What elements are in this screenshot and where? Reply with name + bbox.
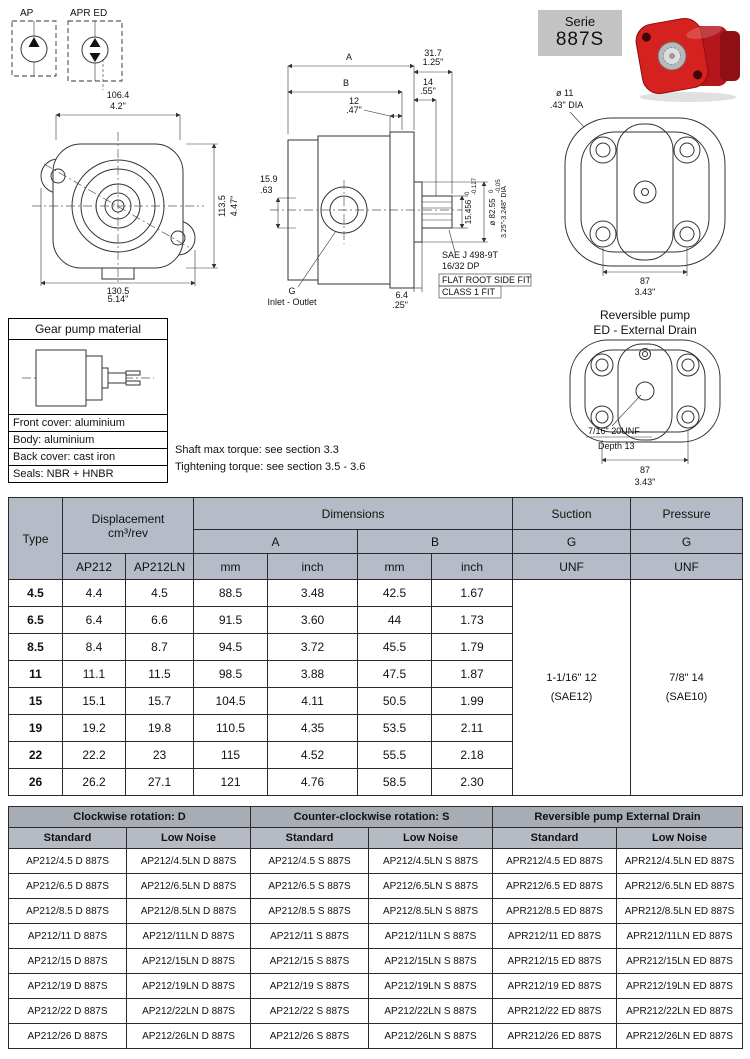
- part-number-cell: AP212/22LN D 887S: [127, 999, 251, 1024]
- part-number-cell: APR212/22LN ED 887S: [617, 999, 743, 1024]
- dim-value-cell: 4.52: [268, 742, 358, 769]
- part-number-cell: APR212/15 ED 887S: [493, 949, 617, 974]
- dim-label: 4.2": [110, 101, 126, 111]
- part-number-cell: APR212/6.5 ED 887S: [493, 874, 617, 899]
- dim-label: .63: [260, 185, 273, 195]
- part-table-row: [9, 924, 743, 949]
- dim-type-cell: 26: [9, 769, 63, 796]
- serie-label: Serie: [564, 14, 596, 29]
- a-inch-header: inch: [268, 554, 358, 580]
- col-header-ap212: AP212: [63, 554, 126, 580]
- dim-label: 12: [348, 96, 360, 106]
- dim-label: 5.14": [107, 294, 129, 303]
- material-row: Body: aluminium: [9, 431, 167, 448]
- part-number-cell: AP212/6.5LN S 887S: [369, 874, 493, 899]
- b-inch-header: inch: [432, 554, 513, 580]
- part-group-header-row: [9, 807, 743, 828]
- part-number-cell: APR212/19 ED 887S: [493, 974, 617, 999]
- dim-label: 3.43": [634, 477, 656, 487]
- part-number-cell: APR212/26 ED 887S: [493, 1024, 617, 1049]
- part-number-cell: APR212/19LN ED 887S: [617, 974, 743, 999]
- dim-value-cell: 44: [358, 607, 432, 634]
- pilot-ring: [414, 182, 422, 242]
- pressure-unf-header: UNF: [631, 554, 743, 580]
- part-number-cell: AP212/8.5LN S 887S: [369, 899, 493, 924]
- dim-value-cell: 2.11: [432, 715, 513, 742]
- part-table-row: [9, 949, 743, 974]
- dim-label: 87: [639, 276, 651, 286]
- port-label: G: [288, 286, 296, 296]
- apr-symbol-label: APR ED: [70, 8, 108, 19]
- part-table-row: [9, 899, 743, 924]
- part-number-cell: AP212/22LN S 887S: [369, 999, 493, 1024]
- rear-flange-outline: [565, 118, 725, 266]
- part-number-cell: AP212/15 D 887S: [9, 949, 127, 974]
- dim-value-cell: 15.1: [63, 688, 126, 715]
- part-table-row: [9, 874, 743, 899]
- dim-header-row-3: [9, 554, 743, 580]
- dimension-table: [8, 497, 743, 796]
- dim-value-cell: 11.5: [126, 661, 194, 688]
- part-number-cell: AP212/4.5LN S 887S: [369, 849, 493, 874]
- part-number-cell: AP212/19LN D 887S: [127, 974, 251, 999]
- suction-value-cell: 1-1/16" 12 (SAE12): [513, 580, 631, 796]
- part-number-cell: AP212/4.5LN D 887S: [127, 849, 251, 874]
- col-header-a: A: [194, 530, 358, 554]
- dim-value-cell: 115: [194, 742, 268, 769]
- dim-label: .55": [420, 86, 436, 96]
- dim-label: 113.5: [217, 195, 227, 217]
- dim-value-cell: 8.4: [63, 634, 126, 661]
- group-header-reversible: Reversible pump External Drain: [493, 807, 743, 828]
- dim-value-cell: 1.99: [432, 688, 513, 715]
- part-number-cell: AP212/8.5 S 887S: [251, 899, 369, 924]
- pilot-dim-label: [488, 179, 502, 226]
- part-number-cell: AP212/11 S 887S: [251, 924, 369, 949]
- dim-label: 130.5: [106, 286, 130, 296]
- dim-table-body: [9, 580, 743, 796]
- dim-value-cell: 45.5: [358, 634, 432, 661]
- dim-value-cell: 55.5: [358, 742, 432, 769]
- dim-value-cell: 4.35: [268, 715, 358, 742]
- col-header-ap212ln: AP212LN: [126, 554, 194, 580]
- dim-label: 14: [422, 77, 434, 87]
- part-number-cell: AP212/26LN S 887S: [369, 1024, 493, 1049]
- part-number-cell: APR212/11 ED 887S: [493, 924, 617, 949]
- part-number-cell: AP212/26 D 887S: [9, 1024, 127, 1049]
- dim-value-cell: 91.5: [194, 607, 268, 634]
- material-pump-drawing: [9, 340, 167, 414]
- dim-type-cell: 6.5: [9, 607, 63, 634]
- dim-value-cell: 4.76: [268, 769, 358, 796]
- col-header-displacement: [63, 498, 194, 554]
- dim-value-cell: 6.4: [63, 607, 126, 634]
- part-number-cell: AP212/6.5 S 887S: [251, 874, 369, 899]
- sae-note: SAE J 498-9T: [442, 250, 499, 260]
- shaft: [108, 373, 126, 383]
- svg-text:-0.127: -0.127: [472, 177, 478, 195]
- dim-label: 6.4: [395, 290, 408, 300]
- hydraulic-symbols: [8, 6, 138, 94]
- dim-value-cell: 88.5: [194, 580, 268, 607]
- dim-label: 31.7: [424, 48, 442, 58]
- col-header-pressure: Pressure: [631, 498, 743, 530]
- part-number-cell: APR212/26LN ED 887S: [617, 1024, 743, 1049]
- reversible-title-line1: Reversible pump: [599, 308, 691, 322]
- part-number-table: [8, 806, 743, 1049]
- dim-label: .43" DIA: [550, 100, 584, 110]
- sub-header-standard: Standard: [493, 828, 617, 849]
- col-header-suction: Suction: [513, 498, 631, 530]
- pressure-g-header: G: [631, 530, 743, 554]
- rear-view-drawing: [540, 82, 750, 298]
- part-number-cell: AP212/26LN D 887S: [127, 1024, 251, 1049]
- dim-value-cell: 4.4: [63, 580, 126, 607]
- dim-type-cell: 22: [9, 742, 63, 769]
- dim-value-cell: 6.6: [126, 607, 194, 634]
- dim-value-cell: 58.5: [358, 769, 432, 796]
- dim-value-cell: 104.5: [194, 688, 268, 715]
- dim-label: 3.43": [634, 287, 656, 297]
- part-number-cell: APR212/15LN ED 887S: [617, 949, 743, 974]
- part-number-cell: AP212/15 S 887S: [251, 949, 369, 974]
- part-number-cell: AP212/6.5LN D 887S: [127, 874, 251, 899]
- drain-depth-label: Depth 13: [598, 441, 635, 451]
- part-table-row: [9, 974, 743, 999]
- dim-value-cell: 53.5: [358, 715, 432, 742]
- part-number-cell: AP212/22 D 887S: [9, 999, 127, 1024]
- dim-value-cell: 1.87: [432, 661, 513, 688]
- svg-text:ø 82.55: ø 82.55: [488, 198, 497, 226]
- part-number-cell: APR212/22 ED 887S: [493, 999, 617, 1024]
- sae-note: CLASS 1 FIT: [442, 287, 496, 297]
- part-number-cell: AP212/22 S 887S: [251, 999, 369, 1024]
- dim-value-cell: 2.30: [432, 769, 513, 796]
- dim-value-cell: 121: [194, 769, 268, 796]
- drain-thread-label: 7/16" 20UNF: [588, 426, 640, 436]
- part-number-cell: AP212/11LN S 887S: [369, 924, 493, 949]
- shaft-dim-label: [464, 177, 478, 224]
- dim-label: A: [345, 52, 353, 62]
- dim-value-cell: 47.5: [358, 661, 432, 688]
- svg-text:-0.05: -0.05: [496, 179, 502, 193]
- col-header-dimensions: Dimensions: [194, 498, 513, 530]
- part-number-cell: AP212/19 D 887S: [9, 974, 127, 999]
- pilot-dim-inch-label: [501, 186, 508, 238]
- material-box: [8, 318, 168, 483]
- part-number-cell: APR212/4.5LN ED 887S: [617, 849, 743, 874]
- svg-text:3.25"-3.248" DIA: 3.25"-3.248" DIA: [501, 185, 508, 239]
- dim-label: 4.47": [229, 195, 239, 217]
- dim-value-cell: 94.5: [194, 634, 268, 661]
- dim-label: 15.9: [260, 174, 278, 184]
- dim-label: .47": [346, 105, 362, 115]
- dim-label: 106.4: [106, 90, 130, 100]
- dim-value-cell: 3.48: [268, 580, 358, 607]
- part-number-cell: AP212/15LN S 887S: [369, 949, 493, 974]
- dim-value-cell: 3.60: [268, 607, 358, 634]
- dim-value-cell: 110.5: [194, 715, 268, 742]
- dim-value-cell: 4.5: [126, 580, 194, 607]
- dim-label: B: [342, 78, 350, 88]
- sae-note: 16/32 DP: [442, 261, 480, 271]
- material-row: Seals: NBR + HNBR: [9, 465, 167, 482]
- dim-type-cell: 15: [9, 688, 63, 715]
- part-number-cell: AP212/8.5 D 887S: [9, 899, 127, 924]
- dim-value-cell: 1.79: [432, 634, 513, 661]
- sub-header-standard: Standard: [9, 828, 127, 849]
- dim-value-cell: 1.67: [432, 580, 513, 607]
- dim-value-cell: 26.2: [63, 769, 126, 796]
- part-number-cell: AP212/6.5 D 887S: [9, 874, 127, 899]
- svg-text:15.456: 15.456: [464, 199, 473, 225]
- material-pump-side-view: [18, 342, 158, 412]
- part-number-cell: AP212/15LN D 887S: [127, 949, 251, 974]
- dim-label: 87: [639, 465, 651, 475]
- sub-header-low-noise: Low Noise: [369, 828, 493, 849]
- dim-value-cell: 98.5: [194, 661, 268, 688]
- part-table-row: [9, 1024, 743, 1049]
- part-number-cell: APR212/8.5 ED 887S: [493, 899, 617, 924]
- svg-text:0: 0: [489, 189, 495, 193]
- torque-notes: [175, 442, 365, 476]
- sub-header-low-noise: Low Noise: [617, 828, 743, 849]
- dim-type-cell: 19: [9, 715, 63, 742]
- displacement-label: Displacement: [91, 511, 165, 526]
- part-table-body: [9, 849, 743, 1049]
- dim-label: ø 11: [556, 88, 574, 98]
- dim-value-cell: 4.11: [268, 688, 358, 715]
- group-header-clockwise: Clockwise rotation: D: [9, 807, 251, 828]
- dim-type-cell: 4.5: [9, 580, 63, 607]
- side-view-drawing: [256, 44, 556, 309]
- dim-value-cell: 22.2: [63, 742, 126, 769]
- part-number-cell: AP212/11LN D 887S: [127, 924, 251, 949]
- part-sub-header-row: [9, 828, 743, 849]
- splined-shaft: [422, 196, 452, 228]
- dim-value-cell: 11.1: [63, 661, 126, 688]
- material-row: Back cover: cast iron: [9, 448, 167, 465]
- pressure-value-cell: 7/8" 14 (SAE10): [631, 580, 743, 796]
- suction-g-header: G: [513, 530, 631, 554]
- dim-value-cell: 19.8: [126, 715, 194, 742]
- svg-text:0: 0: [465, 191, 471, 195]
- ap-symbol-label: AP: [20, 8, 34, 19]
- part-number-cell: APR212/4.5 ED 887S: [493, 849, 617, 874]
- shaft-torque-note: Shaft max torque: see section 3.3: [175, 444, 339, 456]
- dim-type-cell: 8.5: [9, 634, 63, 661]
- b-mm-header: mm: [358, 554, 432, 580]
- part-table-row: [9, 999, 743, 1024]
- dim-value-cell: 27.1: [126, 769, 194, 796]
- part-number-cell: APR212/8.5LN ED 887S: [617, 899, 743, 924]
- material-row: Front cover: aluminium: [9, 414, 167, 431]
- part-number-cell: AP212/26 S 887S: [251, 1024, 369, 1049]
- sub-header-low-noise: Low Noise: [127, 828, 251, 849]
- part-number-cell: AP212/4.5 D 887S: [9, 849, 127, 874]
- dim-value-cell: 8.7: [126, 634, 194, 661]
- reversible-view-drawing: [540, 338, 750, 488]
- dim-value-cell: 3.72: [268, 634, 358, 661]
- dim-value-cell: 50.5: [358, 688, 432, 715]
- sae-note: FLAT ROOT SIDE FIT: [442, 275, 532, 285]
- suction-unf-header: UNF: [513, 554, 631, 580]
- dim-value-cell: 23: [126, 742, 194, 769]
- tightening-torque-note: Tightening torque: see section 3.5 - 3.6: [175, 461, 366, 473]
- dim-header-row-1: [9, 498, 743, 530]
- dim-value-cell: 2.18: [432, 742, 513, 769]
- dim-value-cell: 19.2: [63, 715, 126, 742]
- part-number-cell: AP212/4.5 S 887S: [251, 849, 369, 874]
- part-number-cell: AP212/19 S 887S: [251, 974, 369, 999]
- front-view-drawing: [18, 88, 253, 303]
- col-header-type: Type: [9, 498, 63, 580]
- a-mm-header: mm: [194, 554, 268, 580]
- part-table-row: [9, 849, 743, 874]
- material-box-title: Gear pump material: [9, 319, 167, 340]
- dim-value-cell: 3.88: [268, 661, 358, 688]
- part-number-cell: AP212/19LN S 887S: [369, 974, 493, 999]
- dim-table-row: [9, 580, 743, 607]
- dim-label: 1.25": [422, 57, 444, 67]
- port-caption: Inlet - Outlet: [267, 297, 317, 307]
- group-header-counterclockwise: Counter-clockwise rotation: S: [251, 807, 493, 828]
- dim-type-cell: 11: [9, 661, 63, 688]
- col-header-b: B: [358, 530, 513, 554]
- dim-value-cell: 15.7: [126, 688, 194, 715]
- part-number-cell: AP212/11 D 887S: [9, 924, 127, 949]
- dim-value-cell: 1.73: [432, 607, 513, 634]
- serie-value: 887S: [555, 29, 605, 50]
- dim-label: .25": [392, 300, 408, 309]
- displacement-unit: cm³/rev: [108, 525, 148, 540]
- dim-value-cell: 42.5: [358, 580, 432, 607]
- sub-header-standard: Standard: [251, 828, 369, 849]
- reversible-title-line2: ED - External Drain: [593, 323, 697, 337]
- part-number-cell: AP212/8.5LN D 887S: [127, 899, 251, 924]
- part-number-cell: APR212/6.5LN ED 887S: [617, 874, 743, 899]
- reversible-pump-title: [540, 308, 750, 338]
- part-number-cell: APR212/11LN ED 887S: [617, 924, 743, 949]
